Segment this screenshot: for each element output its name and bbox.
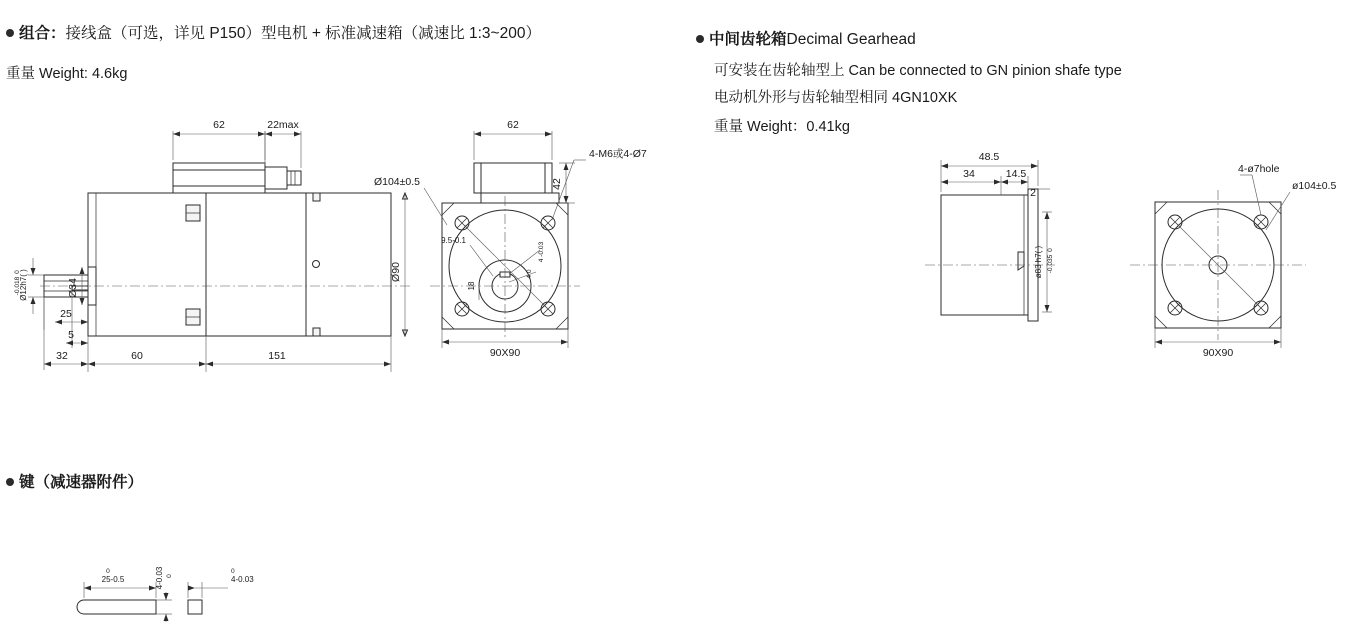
left-weight-label: 重量 Weight: 4.6kg bbox=[6, 66, 128, 82]
dim-shaft-d12-tol-bot: -0.018 bbox=[14, 276, 21, 296]
dim-d90: Ø90 bbox=[390, 262, 402, 282]
key-detail-view bbox=[77, 566, 254, 622]
dim-145: 14.5 bbox=[1005, 168, 1027, 180]
cable-gland-nut bbox=[287, 171, 301, 185]
dim-d104: Ø104±0.5 bbox=[373, 176, 420, 188]
dim-4-o7hole: 4-ø7hole bbox=[1238, 163, 1280, 175]
dim-tol-4-003: 4 -0.03 bbox=[538, 241, 545, 263]
key-body bbox=[77, 600, 156, 614]
motor-side-view bbox=[14, 119, 410, 372]
dim-shaft-d12: Ø12h7( ) bbox=[19, 269, 28, 301]
dim-key-width-tol: 0 bbox=[231, 568, 235, 575]
cable-gland bbox=[265, 167, 287, 189]
dim-485: 48.5 bbox=[978, 151, 1000, 163]
dim-tol-4-0: 4 0 bbox=[526, 269, 533, 279]
gearhead-front-view bbox=[1130, 163, 1336, 359]
dim-front-62: 62 bbox=[507, 119, 519, 131]
dim-holes-note: 4-M6或4-Ø7 bbox=[589, 148, 647, 160]
motor-front-view bbox=[374, 119, 647, 359]
dim-d83-tol-top: 0 bbox=[1047, 248, 1054, 252]
dim-key-height: 4-0.03 bbox=[155, 566, 164, 590]
dim-key-height-tol: 0 bbox=[166, 574, 173, 578]
dim-d83-tol-bot: -0.035 bbox=[1047, 254, 1054, 274]
dim-32: 32 bbox=[56, 350, 68, 362]
dim-90x90-motor: 90X90 bbox=[489, 347, 521, 359]
dim-25: 25 bbox=[60, 308, 72, 320]
left-heading-rest: 接线盒（可选，详见 P150）型电机 + 标准减速箱（减速比 1:3~200） bbox=[65, 25, 541, 42]
dim-42: 42 bbox=[551, 178, 563, 190]
dim-62-top: 62 bbox=[213, 119, 225, 131]
dim-60: 60 bbox=[131, 350, 143, 362]
dim-151: 151 bbox=[268, 350, 286, 362]
dim-key-width: 4-0.03 bbox=[231, 575, 254, 584]
dim-95: 9.5-0.1 bbox=[441, 236, 466, 245]
dim-key-25-tol: 0 bbox=[106, 568, 110, 575]
front-top-box-inner bbox=[481, 163, 545, 193]
right-line-1: 可安装在齿轮轴型上 Can be connected to GN pinion shafe type bbox=[714, 63, 1122, 79]
front-top-band bbox=[481, 193, 559, 203]
dim-d104-gearhead: ø104±0.5 bbox=[1292, 180, 1337, 192]
key-heading-text: 键（减速器附件） bbox=[19, 474, 144, 491]
right-heading-bold: 中间齿轮箱 bbox=[709, 31, 787, 48]
motor-rib-bottom bbox=[313, 328, 320, 336]
dim-5: 5 bbox=[68, 329, 74, 341]
motor-end-section bbox=[306, 193, 391, 336]
dim-34-gearhead: 34 bbox=[963, 168, 975, 180]
right-line-3: 重量 Weight：0.41kg bbox=[714, 119, 850, 135]
dim-d83h7: ø83 h7( ) bbox=[1034, 245, 1043, 279]
motor-rib-top bbox=[313, 193, 320, 201]
dim-2: 2 bbox=[1030, 187, 1036, 199]
dim-90x90-gearhead: 90X90 bbox=[1202, 347, 1234, 359]
dim-22max: 22max bbox=[267, 119, 299, 131]
dim-key-25: 25-0.5 bbox=[101, 575, 125, 584]
terminal-box-band bbox=[173, 170, 265, 186]
gearhead-body bbox=[941, 195, 1028, 315]
key-end-view bbox=[188, 600, 202, 614]
dim-shaft-d12-tol-top: 0 bbox=[14, 270, 21, 274]
left-heading-bold: 组合： bbox=[19, 25, 66, 42]
right-line-2: 电动机外形与齿轮轴型相同 4GN10XK bbox=[714, 90, 958, 106]
gearhead-side-view bbox=[925, 151, 1055, 321]
dim-18: 18 bbox=[467, 281, 476, 291]
right-heading-rest: Decimal Gearhead bbox=[786, 31, 916, 48]
dim-d34: Ø34 bbox=[67, 278, 79, 298]
